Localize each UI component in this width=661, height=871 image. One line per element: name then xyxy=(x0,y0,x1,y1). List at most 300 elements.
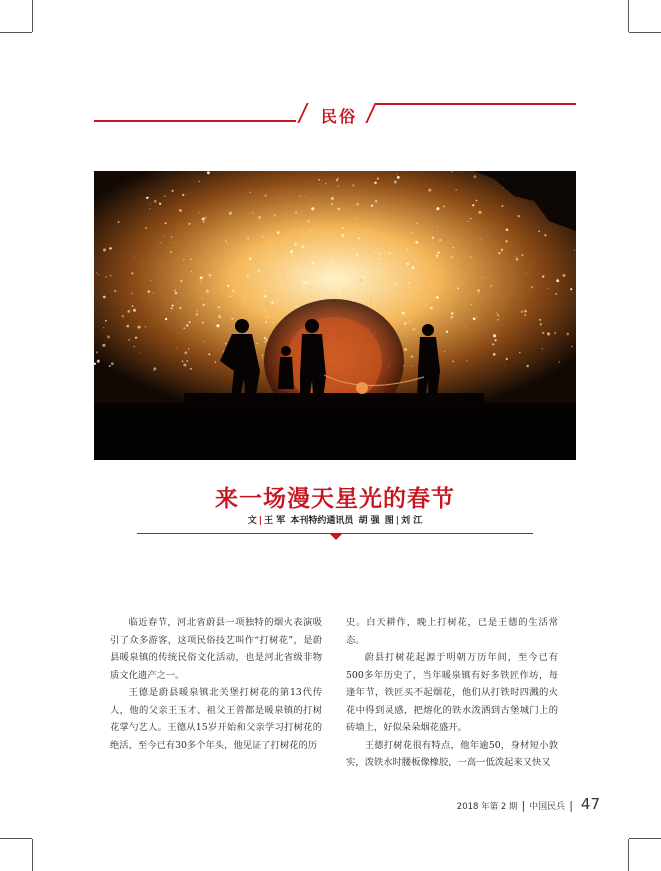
spark xyxy=(329,289,332,292)
spark xyxy=(547,332,550,335)
spark xyxy=(506,228,509,231)
spark xyxy=(311,207,314,210)
body-paragraph: 史。白天耕作，晚上打树花，已是王德的生活常态。 xyxy=(346,617,558,646)
spark xyxy=(207,171,210,174)
spark xyxy=(153,293,154,294)
spark xyxy=(281,287,283,289)
spark xyxy=(265,339,268,342)
body-column-left xyxy=(110,614,322,754)
spark xyxy=(360,238,363,241)
spark xyxy=(190,309,191,310)
byline-author: 王 军 xyxy=(264,516,286,526)
footer-separator: | xyxy=(569,799,573,812)
body-paragraph: 蔚县打树花起源于明朝万历年间，至今已有500多年历史了，当年暖泉镇有好多铁匠作坊，每逢年节，铁匠买不起烟花，他们从打铁时四溅的火花中得到灵感，把熔化的铁水泼洒到古堡城门上的砖墙上，好似朵朵烟花盛开。 xyxy=(346,652,558,733)
spark xyxy=(150,203,151,204)
spark xyxy=(526,273,527,274)
spark xyxy=(114,290,116,292)
spark xyxy=(309,286,311,288)
spark xyxy=(252,212,254,214)
spark xyxy=(271,301,273,303)
spark xyxy=(188,348,189,349)
spark xyxy=(497,319,499,321)
spark xyxy=(200,276,203,279)
spark xyxy=(109,365,111,367)
spark xyxy=(149,208,150,209)
spark xyxy=(337,207,339,209)
spark xyxy=(255,230,256,231)
spark xyxy=(179,209,182,212)
spark xyxy=(437,226,439,228)
spark xyxy=(198,180,200,182)
spark xyxy=(478,211,481,214)
spark xyxy=(473,317,476,320)
spark xyxy=(300,195,302,197)
spark xyxy=(323,233,324,234)
section-rule-left xyxy=(94,120,296,122)
spark xyxy=(395,283,397,285)
spark xyxy=(202,218,205,221)
spark xyxy=(358,237,360,239)
spark xyxy=(196,313,198,315)
spark xyxy=(305,281,307,283)
spark xyxy=(154,200,157,203)
spark xyxy=(133,309,136,312)
spark xyxy=(328,227,329,228)
spark xyxy=(338,185,340,187)
spark xyxy=(227,243,228,244)
spark xyxy=(317,296,319,298)
spark xyxy=(287,307,288,308)
spark xyxy=(264,194,266,196)
spark xyxy=(555,293,557,295)
spark xyxy=(556,279,559,282)
spark xyxy=(446,331,448,333)
spark xyxy=(180,280,182,282)
spark xyxy=(232,290,234,292)
footer-separator: | xyxy=(521,799,526,812)
spark xyxy=(204,217,206,219)
spark xyxy=(498,252,500,254)
spark xyxy=(404,322,407,325)
spark xyxy=(270,243,272,245)
spark xyxy=(131,293,133,295)
spark xyxy=(145,227,147,229)
spark xyxy=(497,314,499,316)
spark xyxy=(342,227,344,229)
spark xyxy=(103,296,106,299)
spark xyxy=(215,362,216,363)
spark xyxy=(430,307,433,310)
spark xyxy=(476,200,478,202)
spark xyxy=(470,256,472,258)
spark xyxy=(97,360,100,363)
spark xyxy=(98,274,99,275)
spark xyxy=(406,263,409,266)
spark xyxy=(417,288,419,290)
spark xyxy=(539,319,541,321)
spark xyxy=(554,332,556,334)
spark xyxy=(370,296,372,298)
spark xyxy=(282,274,284,276)
spark xyxy=(444,252,445,253)
crop-mark xyxy=(0,32,32,33)
spark xyxy=(322,268,324,270)
spark xyxy=(320,269,321,270)
spark xyxy=(231,318,233,320)
spark xyxy=(370,301,373,304)
spark xyxy=(277,231,280,234)
body-paragraph: 王德打树花很有特点，他年逾50，身材短小敦实，泼铁水时腰板像橡胶，一高一低泼起来又快又 xyxy=(346,739,558,768)
spark xyxy=(183,259,184,260)
spark xyxy=(346,224,347,225)
spark xyxy=(411,256,413,258)
byline-separator: | xyxy=(395,516,400,526)
spark xyxy=(270,274,272,276)
spark xyxy=(402,334,403,335)
spark xyxy=(566,333,569,336)
spark xyxy=(134,346,135,347)
spark xyxy=(182,194,184,196)
issue-label: 2018 年第 2 期 xyxy=(456,802,518,812)
spark xyxy=(407,249,409,251)
spark xyxy=(444,351,446,353)
spark xyxy=(542,275,544,277)
spark xyxy=(455,189,456,190)
spark xyxy=(531,286,533,288)
spark xyxy=(203,341,204,342)
spark xyxy=(272,321,275,324)
spark xyxy=(146,197,148,199)
byline-photographer: 刘 江 xyxy=(401,516,423,526)
spark xyxy=(218,306,220,308)
spark xyxy=(411,365,412,366)
spark xyxy=(476,317,477,318)
spark xyxy=(186,360,187,361)
spark xyxy=(501,249,503,251)
spark xyxy=(359,279,362,282)
spark xyxy=(109,247,112,250)
spark xyxy=(231,283,232,284)
spark xyxy=(493,353,496,356)
spark xyxy=(145,326,147,328)
spark xyxy=(411,266,414,269)
spark xyxy=(445,305,446,306)
spark xyxy=(307,220,310,223)
spark xyxy=(172,304,174,306)
spark xyxy=(295,212,297,214)
spark xyxy=(174,289,176,291)
spark xyxy=(249,192,250,193)
spark xyxy=(352,184,355,187)
spark xyxy=(126,325,129,328)
spark xyxy=(450,316,453,319)
spark xyxy=(96,272,97,273)
spark xyxy=(318,179,320,181)
spark xyxy=(443,205,445,207)
spark xyxy=(496,312,497,313)
spark xyxy=(428,189,431,192)
spark xyxy=(401,287,403,289)
spark xyxy=(154,367,157,370)
spark xyxy=(375,200,377,202)
spark xyxy=(415,241,418,244)
spark xyxy=(404,348,407,351)
spark xyxy=(171,236,172,237)
spark xyxy=(264,341,265,342)
spark xyxy=(425,305,427,307)
spark xyxy=(311,273,312,274)
spark xyxy=(298,267,299,268)
spark xyxy=(107,335,110,338)
spark xyxy=(148,197,149,198)
spark xyxy=(258,270,260,272)
spark xyxy=(365,232,366,233)
spark xyxy=(225,240,227,242)
spark xyxy=(227,285,229,287)
spark xyxy=(265,321,267,323)
spark xyxy=(371,205,373,207)
spark xyxy=(110,275,112,277)
spark xyxy=(542,348,543,349)
magazine-name: 中国民兵 xyxy=(529,802,566,812)
spark xyxy=(218,315,221,318)
spark xyxy=(242,298,243,299)
spark xyxy=(336,179,338,181)
spark xyxy=(490,285,492,287)
spark xyxy=(303,297,305,299)
spark xyxy=(268,245,269,246)
spark xyxy=(428,283,431,286)
spark xyxy=(389,252,392,255)
body-paragraph: 王德是蔚县暖泉镇北关堡打树花的第13代传人，他的父亲王玉才、祖父王普都是暖泉镇的打树花掌勺艺人。王德从15岁开始和父亲学习打树花的绝活，至今已有30多个年头，他见证了打树花的历 xyxy=(110,687,322,751)
spark xyxy=(190,368,192,370)
spark xyxy=(213,321,214,322)
title-rule-triangle xyxy=(330,534,342,540)
spark xyxy=(203,221,205,223)
spark xyxy=(165,222,167,224)
spark xyxy=(163,236,164,237)
spark xyxy=(356,218,357,219)
spark xyxy=(558,361,559,362)
spark xyxy=(387,270,390,273)
spark xyxy=(377,178,379,180)
spark xyxy=(147,290,150,293)
spark xyxy=(170,251,172,253)
spark xyxy=(482,277,483,278)
spark xyxy=(342,292,344,294)
spark xyxy=(423,286,424,287)
spark xyxy=(199,212,200,213)
spark xyxy=(471,304,472,305)
spark xyxy=(571,346,572,347)
spark xyxy=(379,253,381,255)
spark xyxy=(337,275,338,276)
spark xyxy=(356,203,359,206)
article-byline xyxy=(94,513,576,526)
spark xyxy=(257,343,259,345)
spark xyxy=(478,293,479,294)
byline-photo-role: 图 xyxy=(384,516,394,526)
page-number: 47 xyxy=(580,795,600,813)
spark xyxy=(467,221,468,222)
spark xyxy=(297,254,299,256)
spark xyxy=(473,175,476,178)
spark xyxy=(177,302,178,303)
spark xyxy=(266,315,269,318)
spark xyxy=(375,251,376,252)
spark xyxy=(436,296,439,299)
spark xyxy=(247,238,249,240)
spark xyxy=(265,290,267,292)
spark xyxy=(515,256,516,257)
spark xyxy=(290,250,293,253)
spark xyxy=(395,303,397,305)
spark xyxy=(276,283,277,284)
spark xyxy=(171,190,173,192)
spark xyxy=(521,311,524,314)
spark xyxy=(408,282,410,284)
spark xyxy=(526,365,529,368)
spark xyxy=(249,257,252,260)
spark xyxy=(437,279,439,281)
crop-mark xyxy=(32,839,33,871)
spark xyxy=(191,271,192,272)
spark xyxy=(131,272,133,274)
article-title: 来一场漫天星光的春节 xyxy=(215,486,455,512)
spark xyxy=(188,321,190,323)
spark xyxy=(258,216,261,219)
spark xyxy=(346,257,347,258)
spark xyxy=(563,274,566,277)
spark xyxy=(159,203,161,205)
spark xyxy=(135,337,138,340)
spark xyxy=(96,351,98,353)
spark xyxy=(329,273,330,274)
spark xyxy=(347,234,349,236)
spark xyxy=(132,305,134,307)
spark xyxy=(261,354,263,356)
spark xyxy=(186,324,188,326)
spark xyxy=(302,281,305,284)
spark xyxy=(179,307,181,309)
page-footer xyxy=(420,794,600,813)
spark xyxy=(418,332,419,333)
spark xyxy=(396,174,397,175)
spark xyxy=(412,328,415,331)
spark xyxy=(102,344,105,347)
spark xyxy=(453,247,454,248)
crop-mark xyxy=(629,32,661,33)
spark xyxy=(339,297,340,298)
spark xyxy=(423,266,425,268)
spark xyxy=(416,223,417,224)
spark xyxy=(452,361,454,363)
spark xyxy=(548,288,549,289)
crop-mark xyxy=(628,839,629,871)
spark xyxy=(200,280,202,282)
spark xyxy=(516,258,519,261)
spark xyxy=(201,297,202,298)
article-photo xyxy=(94,171,576,460)
crop-mark xyxy=(628,0,629,32)
spark xyxy=(339,294,340,295)
spark xyxy=(436,254,438,256)
spark xyxy=(479,239,480,240)
spark xyxy=(170,307,172,309)
spark xyxy=(103,249,106,252)
spark xyxy=(227,281,228,282)
spark xyxy=(128,339,129,340)
spark xyxy=(472,204,474,206)
spark xyxy=(309,295,311,297)
spark xyxy=(272,254,273,255)
spark xyxy=(331,203,333,205)
spark xyxy=(477,289,480,292)
spark xyxy=(356,254,359,257)
spark xyxy=(174,242,175,243)
molten-iron-fireworks-photo xyxy=(94,171,576,460)
spark xyxy=(164,196,166,198)
spark xyxy=(492,343,494,345)
spark xyxy=(111,362,114,365)
spark xyxy=(331,197,334,200)
byline-separator: | xyxy=(258,516,263,526)
crop-mark xyxy=(629,838,661,839)
spark xyxy=(451,312,453,314)
byline-correspondent: 胡 强 xyxy=(358,516,380,526)
spark xyxy=(341,234,344,237)
spark xyxy=(542,332,544,334)
spark xyxy=(503,187,504,188)
spark xyxy=(230,295,232,297)
spark xyxy=(138,326,141,329)
spark xyxy=(127,310,130,313)
spark xyxy=(504,365,505,366)
spark xyxy=(382,247,383,248)
spark xyxy=(188,223,190,225)
spark xyxy=(264,295,267,298)
spark xyxy=(184,351,187,354)
spark xyxy=(150,280,151,281)
spark xyxy=(394,181,397,184)
spark xyxy=(439,239,441,241)
spark xyxy=(574,250,575,251)
crop-mark xyxy=(32,0,33,32)
spark xyxy=(302,246,305,249)
spark xyxy=(465,327,466,328)
spark xyxy=(196,310,198,312)
section-slash-left xyxy=(297,103,308,123)
spark xyxy=(106,276,107,277)
spark xyxy=(182,361,184,363)
spark xyxy=(216,324,219,327)
spark xyxy=(309,229,312,232)
spark xyxy=(209,274,211,276)
spark xyxy=(332,261,334,263)
spark xyxy=(437,251,439,253)
spark xyxy=(397,176,400,179)
spark xyxy=(273,214,276,217)
spark xyxy=(324,222,325,223)
spark xyxy=(410,355,413,358)
spark xyxy=(519,352,521,354)
spark xyxy=(325,183,326,184)
body-column-right xyxy=(346,614,558,772)
spark xyxy=(165,318,167,320)
spark xyxy=(190,259,192,261)
spark xyxy=(311,254,312,255)
spark xyxy=(524,314,526,316)
